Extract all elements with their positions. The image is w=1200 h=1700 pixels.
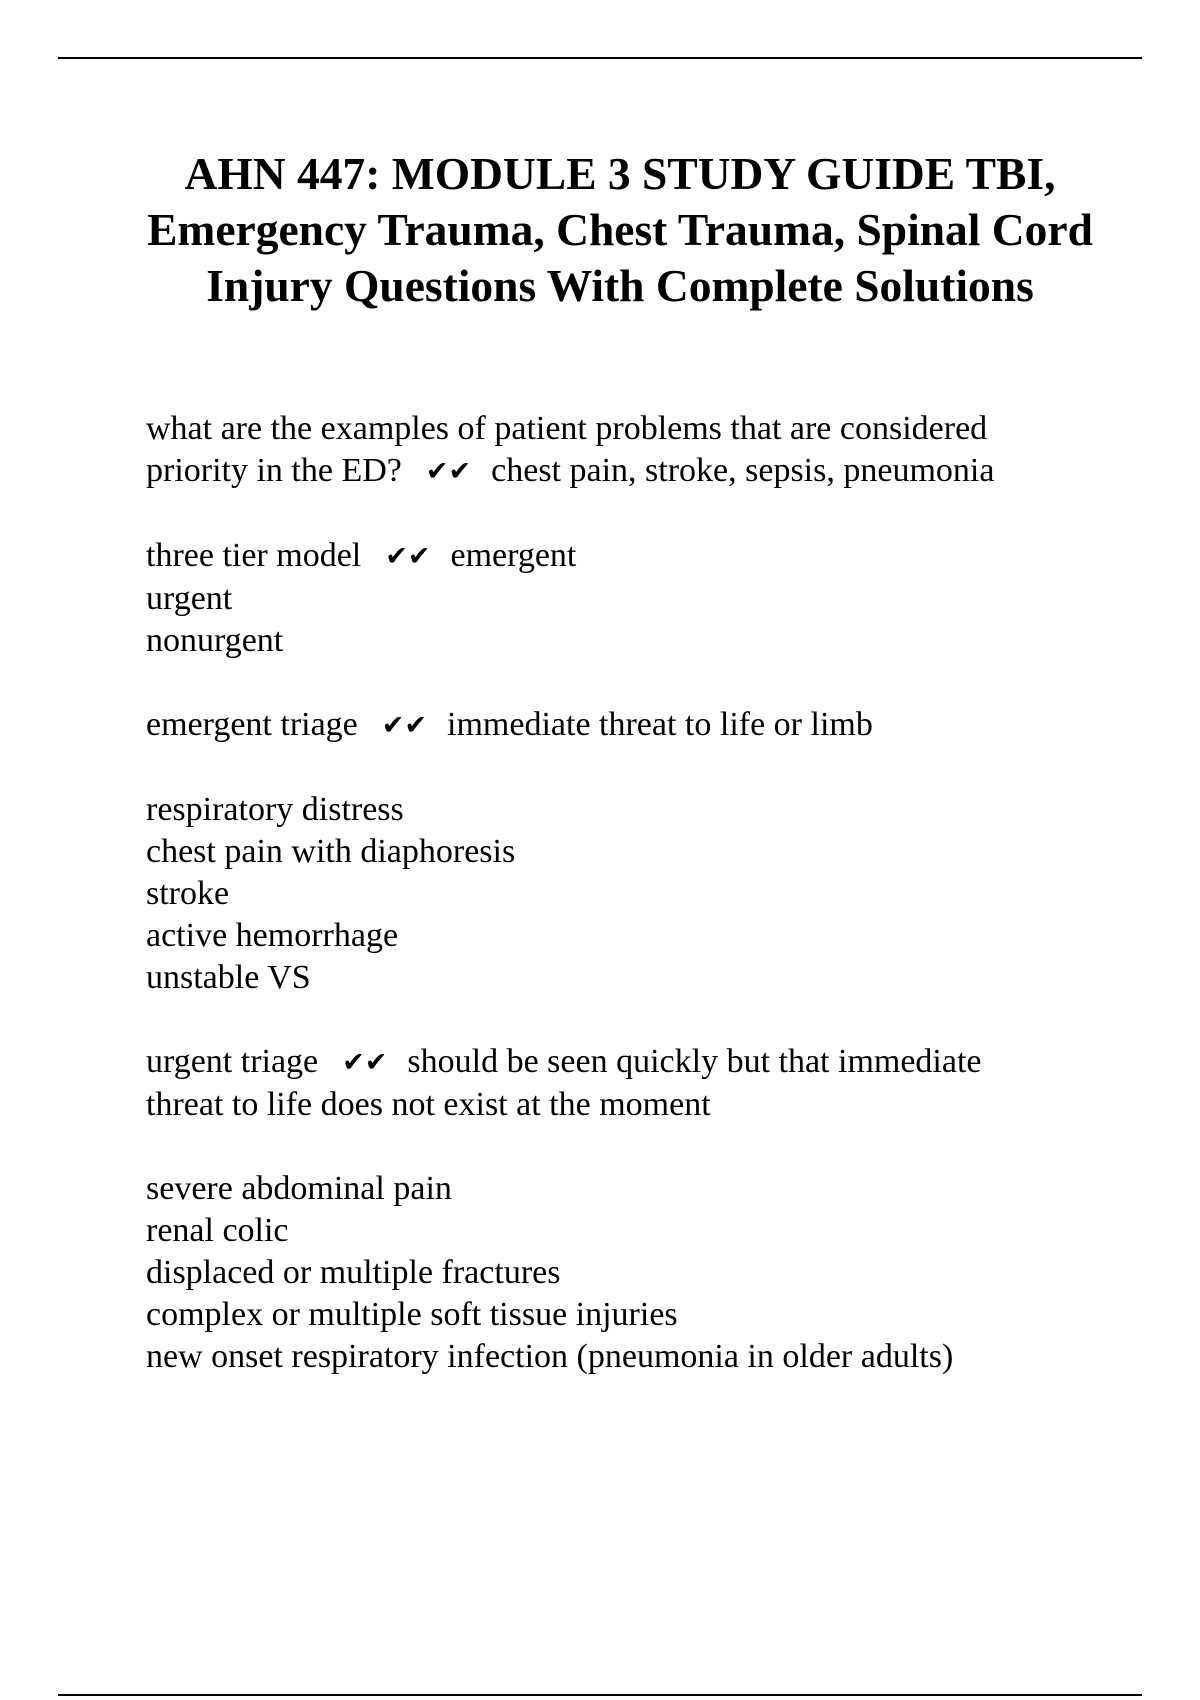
answer-text: chest pain, stroke, sepsis, pneumonia <box>491 452 995 489</box>
list-item: severe abdominal pain <box>146 1170 452 1207</box>
study-guide-content <box>146 408 1106 1420</box>
qa-entry-priority-problems <box>146 408 1106 493</box>
double-check-icon: ✔✔ <box>425 456 472 487</box>
answer-text: should be seen quickly but that immediate <box>407 1043 982 1080</box>
answer-text: emergent <box>450 537 577 574</box>
question-line: what are the examples of patient problems that are considered <box>146 410 988 447</box>
question-answer-line <box>146 704 1106 747</box>
qa-entry-emergent-triage <box>146 704 1106 747</box>
question-text: priority in the ED? <box>146 452 402 489</box>
question-text: three tier model <box>146 537 362 574</box>
qa-entry-urgent-triage <box>146 1041 1106 1126</box>
list-item: stroke <box>146 875 230 912</box>
qa-entry-three-tier-model <box>146 535 1106 662</box>
list-item: new onset respiratory infection (pneumonia in older adults) <box>146 1338 954 1375</box>
answer-line: nonurgent <box>146 622 284 659</box>
double-check-icon: ✔✔ <box>342 1047 388 1078</box>
list-item: complex or multiple soft tissue injuries <box>146 1296 678 1333</box>
list-item: unstable VS <box>146 959 311 996</box>
answer-line: threat to life does not exist at the moment <box>146 1086 711 1123</box>
answer-text: immediate threat to life or limb <box>447 706 873 743</box>
document-title: AHN 447: MODULE 3 STUDY GUIDE TBI, Emergency Trauma, Chest Trauma, Spinal Cord Injury Questions With Complete Solutions <box>147 148 1093 311</box>
question-text: urgent triage <box>146 1043 319 1080</box>
list-item: active hemorrhage <box>146 917 399 954</box>
double-check-icon: ✔✔ <box>385 541 431 572</box>
question-answer-line <box>146 535 1106 578</box>
urgent-examples-list <box>146 1168 1106 1378</box>
list-item: chest pain with diaphoresis <box>146 833 516 870</box>
double-check-icon: ✔✔ <box>381 710 428 741</box>
answer-line: urgent <box>146 580 233 617</box>
question-answer-line <box>146 1041 1106 1084</box>
bottom-rule <box>58 1694 1142 1696</box>
question-text: emergent triage <box>146 706 358 743</box>
emergent-examples-list <box>146 789 1106 999</box>
question-answer-line <box>146 450 1106 493</box>
top-rule <box>58 57 1142 59</box>
list-item: renal colic <box>146 1212 289 1249</box>
list-item: displaced or multiple fractures <box>146 1254 561 1291</box>
list-item: respiratory distress <box>146 791 404 828</box>
